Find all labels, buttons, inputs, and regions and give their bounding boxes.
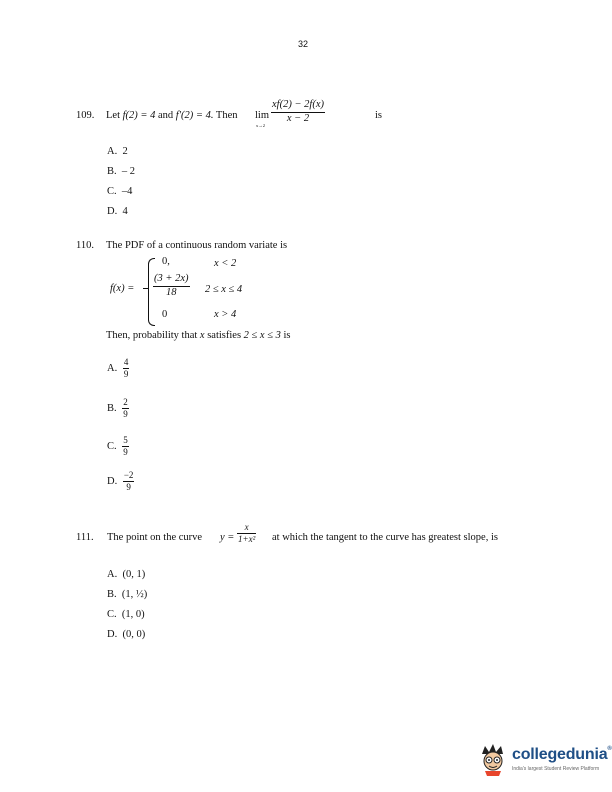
option-text: 2 — [122, 146, 128, 157]
option-b[interactable] — [107, 589, 147, 600]
curve-numerator: x — [237, 523, 256, 534]
option-numerator: 5 — [123, 435, 128, 445]
case-3-cond: x > 4 — [214, 309, 237, 320]
option-d[interactable] — [107, 206, 128, 217]
mascot-icon — [478, 744, 508, 776]
option-c[interactable] — [107, 609, 145, 620]
given-value-2: f′(2) = 4. — [175, 110, 214, 121]
follow-up-is: is — [283, 330, 291, 341]
option-denominator: 9 — [123, 369, 129, 379]
fraction-numerator: xf(2) − 2f(x) — [271, 100, 325, 113]
curve-denominator: 1+x² — [238, 534, 256, 544]
stem-and: and — [158, 110, 174, 121]
follow-up-var: x — [199, 330, 205, 341]
option-denominator: 9 — [123, 447, 128, 457]
question-stem-pre: The point on the curve — [107, 532, 203, 543]
option-label: D. — [107, 476, 118, 487]
option-b[interactable] — [107, 166, 135, 177]
case-2-numerator: (3 + 2x) — [153, 274, 190, 287]
question-stem: The PDF of a continuous random variate is — [106, 240, 288, 251]
option-label: A. — [107, 146, 118, 157]
collegedunia-logo[interactable] — [478, 744, 612, 778]
stem-then: Then — [215, 110, 238, 121]
option-text: – 2 — [121, 166, 136, 177]
brand-mark: ® — [607, 746, 612, 752]
option-b[interactable] — [107, 398, 129, 419]
brand-name: collegedunia® — [512, 746, 612, 763]
curve-y-eq: y = — [220, 532, 235, 543]
follow-up-range: 2 ≤ x ≤ 3 — [243, 330, 281, 341]
option-label: A. — [107, 363, 118, 374]
option-numerator: 2 — [123, 397, 128, 407]
limit-operator — [255, 110, 269, 121]
option-c[interactable] — [107, 436, 129, 457]
option-label: B. — [107, 589, 117, 600]
option-text: (0, 1) — [122, 569, 146, 580]
option-a[interactable] — [107, 146, 128, 157]
option-numerator: −2 — [123, 470, 134, 480]
option-text: (1, 0) — [121, 609, 145, 620]
case-1-expr: 0, — [162, 256, 170, 267]
option-a[interactable] — [107, 569, 145, 580]
given-value-1: f(2) = 4 — [122, 110, 156, 121]
option-label: B. — [107, 166, 117, 177]
piecewise-brace-tip — [143, 288, 148, 289]
limit-fraction — [271, 100, 325, 124]
brand-tagline: India's largest Student Review Platform — [512, 766, 600, 772]
option-text: (1, ½) — [121, 589, 148, 600]
limit-subscript: x→2 — [256, 123, 265, 128]
option-text: –4 — [121, 186, 133, 197]
option-label: D. — [107, 629, 118, 640]
case-2-denominator: 18 — [166, 286, 177, 298]
option-text: (0, 0) — [122, 629, 146, 640]
option-label: D. — [107, 206, 118, 217]
option-denominator: 9 — [123, 409, 128, 419]
case-1-cond: x < 2 — [214, 258, 237, 269]
stem-is: is — [375, 110, 383, 121]
case-3-expr: 0 — [162, 309, 168, 320]
case-2-cond: 2 ≤ x ≤ 4 — [205, 284, 243, 295]
case-2-expr — [153, 274, 190, 298]
option-label: C. — [107, 609, 117, 620]
option-text: 4 — [122, 206, 128, 217]
curve-fraction — [237, 523, 256, 544]
follow-up-text: Then, probability that — [106, 330, 198, 341]
option-a[interactable] — [107, 358, 129, 379]
follow-up-satisfies: satisfies — [207, 330, 242, 341]
question-follow-up — [106, 330, 290, 341]
option-d[interactable] — [107, 471, 134, 492]
question-number: 110. — [76, 240, 94, 251]
option-label: C. — [107, 186, 117, 197]
page-number: 32 — [298, 39, 309, 49]
option-c[interactable] — [107, 186, 132, 197]
option-label: B. — [107, 403, 117, 414]
function-label: f(x) = — [110, 283, 135, 294]
question-number: 109. — [76, 110, 95, 121]
option-label: A. — [107, 569, 118, 580]
option-label: C. — [107, 441, 117, 452]
stem-intro: Let — [106, 110, 120, 121]
question-stem-post: at which the tangent to the curve has greatest slope, is — [272, 532, 498, 543]
fraction-denominator: x − 2 — [286, 112, 310, 124]
question-number: 111. — [76, 532, 94, 543]
question-stem — [106, 110, 237, 121]
option-d[interactable] — [107, 629, 145, 640]
option-denominator: 9 — [126, 482, 131, 492]
option-numerator: 4 — [123, 357, 129, 367]
limit-word: lim — [255, 110, 270, 121]
